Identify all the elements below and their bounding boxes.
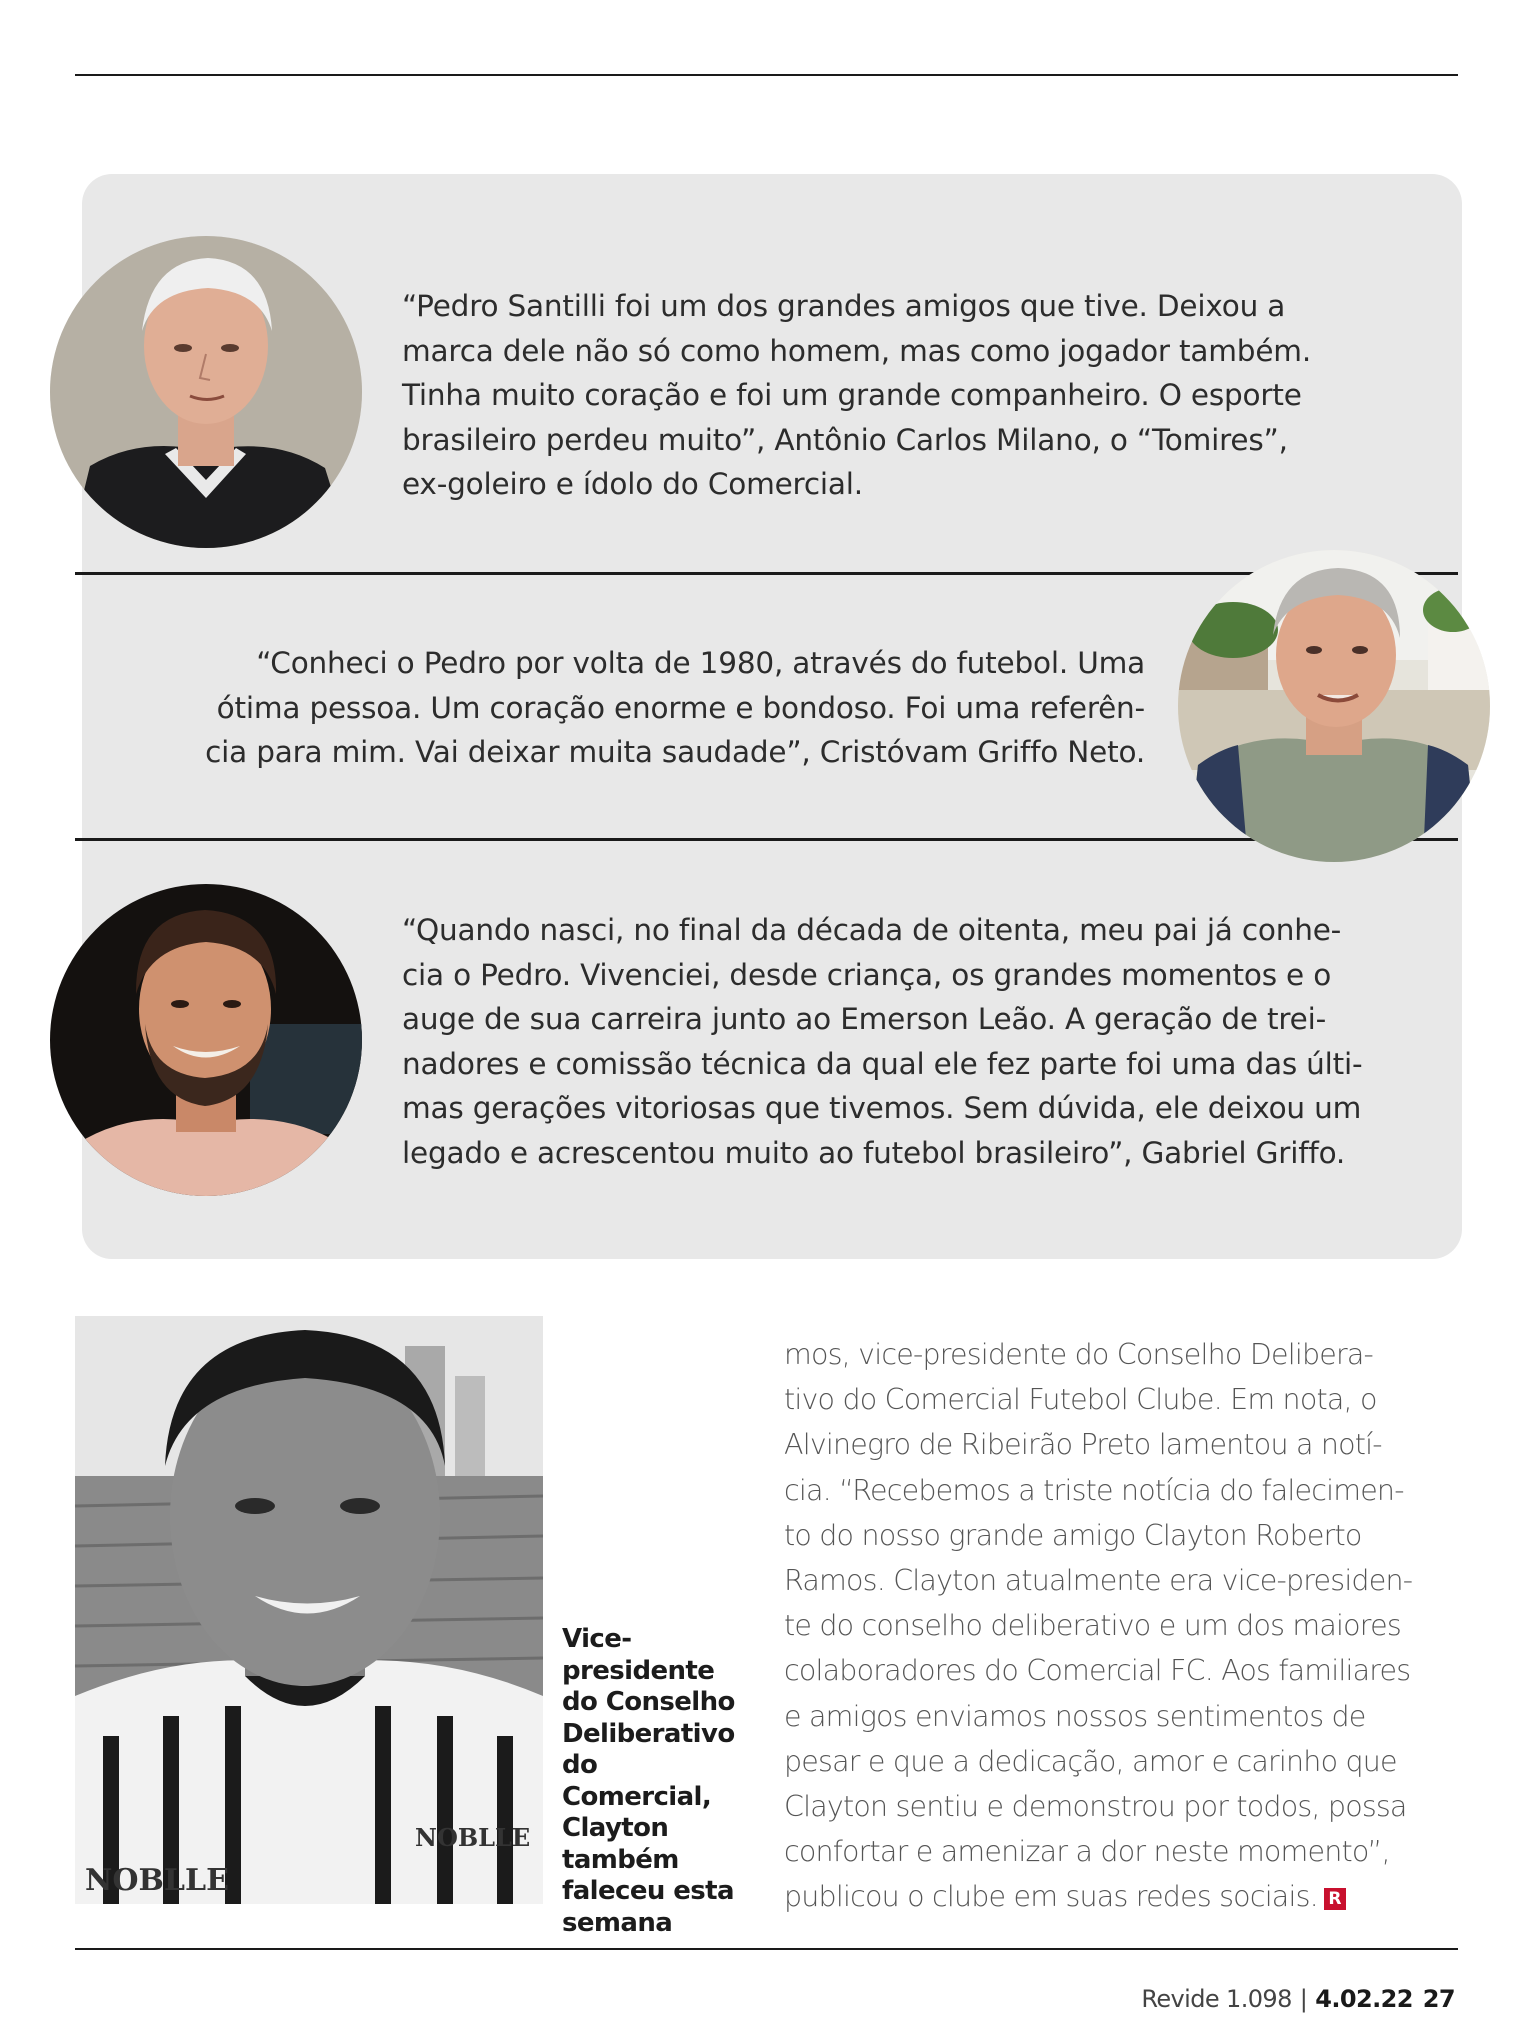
- quote-gabriel-griffo: [402, 908, 1402, 1175]
- page-number: 27: [1422, 1985, 1455, 2013]
- quote-line: ex-goleiro e ídolo do Comercial.: [402, 467, 863, 501]
- quote-line: mas gerações vitoriosas que tivemos. Sem dúvida, ele deixou um: [402, 1091, 1362, 1125]
- quote-line: ótima pessoa. Um coração enorme e bondoso. Foi uma referên-: [216, 690, 1145, 725]
- caption-line: Vice-: [562, 1624, 632, 1654]
- shirt-text-right: NOBLLE: [415, 1823, 531, 1852]
- quote-line: cia para mim. Vai deixar muita saudade”, Cristóvam Griffo Neto.: [205, 735, 1145, 769]
- quote-line: “Conheci o Pedro por volta de 1980, através do futebol. Uma: [256, 646, 1145, 680]
- quote-cristovam-griffo-neto: [175, 641, 1145, 775]
- quote-line: auge de sua carreira junto ao Emerson Leão. A geração de trei-: [402, 1002, 1327, 1036]
- caption-line: Clayton: [562, 1813, 669, 1843]
- quote-line: legado e acrescentou muito ao futebol brasileiro”, Gabriel Griffo.: [402, 1135, 1346, 1170]
- caption-line: Deliberativo: [562, 1718, 735, 1749]
- quote-line: nadores e comissão técnica da qual ele fez parte foi uma das últi-: [402, 1046, 1363, 1081]
- footer-separator: |: [1299, 1985, 1308, 2013]
- article-line: cia. “Recebemos a triste notícia do falecimen-: [784, 1473, 1404, 1507]
- quote-line: brasileiro perdeu muito”, Antônio Carlos Milano, o “Tomires”,: [402, 422, 1288, 457]
- caption-line: do Comercial,: [562, 1750, 712, 1812]
- revide-end-mark-icon: R: [1324, 1888, 1346, 1910]
- article-body: [784, 1332, 1460, 1920]
- caption-line: do Conselho: [562, 1687, 735, 1717]
- article-line: te do conselho deliberativo e um dos maiores: [784, 1609, 1401, 1643]
- caption-line: semana: [562, 1907, 673, 1938]
- article-line: tivo do Comercial Futebol Clube. Em nota, o: [784, 1383, 1377, 1417]
- photo-clayton-roberto-ramos: [75, 1316, 543, 1904]
- article-line: pesar e que a dedicação, amor e carinho que: [784, 1744, 1397, 1778]
- quote-tomires: [402, 284, 1402, 507]
- bottom-rule: [75, 1948, 1458, 1950]
- portrait-antonio-carlos-milano: [50, 236, 362, 548]
- photo-caption: [562, 1624, 752, 1939]
- article-line: mos, vice-presidente do Conselho Delibera-: [784, 1338, 1374, 1371]
- article-line: Alvinegro de Ribeirão Preto lamentou a notí-: [784, 1428, 1382, 1462]
- caption-line: faleceu esta: [562, 1876, 734, 1906]
- article-line: to do nosso grande amigo Clayton Roberto: [784, 1518, 1362, 1552]
- caption-line: presidente: [562, 1655, 715, 1686]
- article-line: confortar e amenizar a dor neste momento”,: [784, 1835, 1390, 1869]
- issue-date: 4.02.22: [1315, 1985, 1413, 2013]
- article-line: Clayton sentiu e demonstrou por todos, possa: [784, 1790, 1407, 1824]
- article-line: colaboradores do Comercial FC. Aos familiares: [784, 1654, 1411, 1688]
- top-rule: [75, 74, 1458, 76]
- caption-line: também: [562, 1844, 679, 1875]
- article-line: e amigos enviamos nossos sentimentos de: [784, 1699, 1366, 1733]
- article-last-line: [784, 1874, 1460, 1919]
- portrait-cristovam-griffo-neto: [1178, 550, 1490, 862]
- article-line: publicou o clube em suas redes sociais.: [784, 1880, 1318, 1914]
- quote-line: “Quando nasci, no final da década de oitenta, meu pai já conhe-: [402, 913, 1342, 947]
- magazine-issue: Revide 1.098: [1141, 1985, 1292, 2013]
- shirt-text-left: NOBLLE: [85, 1863, 229, 1898]
- quote-line: marca dele não só como homem, mas como jogador também.: [402, 333, 1312, 368]
- page-footer: [1141, 1985, 1455, 2013]
- portrait-gabriel-griffo: [50, 884, 362, 1196]
- article-line: Ramos. Clayton atualmente era vice-presiden-: [784, 1564, 1413, 1598]
- quote-line: Tinha muito coração e foi um grande companheiro. O esporte: [402, 378, 1302, 412]
- quote-line: “Pedro Santilli foi um dos grandes amigos que tive. Deixou a: [402, 289, 1286, 323]
- quote-line: cia o Pedro. Vivenciei, desde criança, os grandes momentos e o: [402, 957, 1332, 992]
